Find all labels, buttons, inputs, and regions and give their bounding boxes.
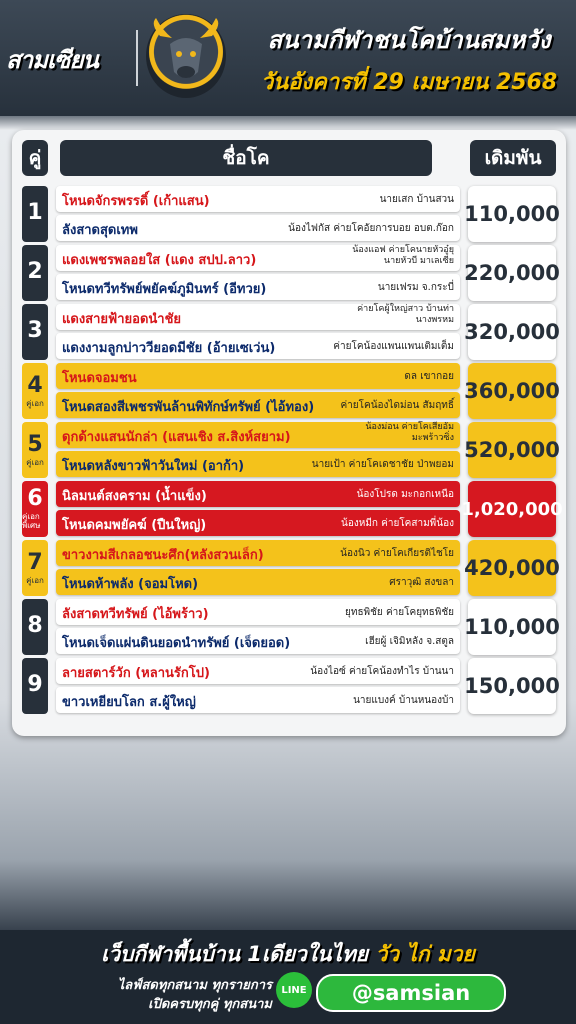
stake-amount: 110,000 (468, 186, 556, 242)
contestant-bottom (56, 569, 460, 595)
bull-name-blue: โหนดคมพยัคฆ์ (ปืนใหญ่) (62, 518, 207, 533)
event-date: วันอังคารที่ 29 เมษายน 2568 (260, 70, 558, 95)
bull-name-red: โหนดจอมชน (62, 371, 137, 386)
stake-amount: 220,000 (468, 245, 556, 301)
contestant-top (56, 540, 460, 566)
match-number (22, 540, 48, 596)
owner-red: น้องไอซ์ ค่ายโคน้องทำไร บ้านนา (310, 666, 454, 677)
match-number-value: 6 (27, 486, 43, 511)
owner-blue: ศราวุฒิ สงขลา (389, 577, 454, 588)
stake-amount: 1,020,000 (468, 481, 556, 537)
match-tier-label: คู่เอก พิเศษ (22, 512, 41, 530)
match-number-value: 9 (27, 672, 43, 697)
stake-amount: 360,000 (468, 363, 556, 419)
bull-name-red: นิลมนต์สงคราม (น้ำแข็ง) (62, 489, 207, 504)
contestants (56, 304, 460, 360)
owner-blue: นายแบงค์ บ้านหนองบ้า (353, 695, 454, 706)
contestants (56, 363, 460, 419)
stake-amount: 320,000 (468, 304, 556, 360)
match-tier-label: คู่เอก (26, 457, 44, 467)
match-number-value: 3 (27, 318, 43, 343)
match-number-value: 5 (27, 431, 43, 457)
match-tier-label: คู่เอก (26, 398, 44, 408)
owner-blue: น้องหมีก ค่ายโคสามพี่น้อง (341, 518, 454, 529)
owner-red: นายเสก บ้านสวน (379, 194, 454, 205)
owner-blue: ค่ายโคน้องแพนแพนเติมเต็ม (333, 341, 454, 352)
bull-name-blue: โหนดหลังขาวฟ้าวันใหม่ (อาก้า) (62, 459, 245, 474)
contestants (56, 540, 460, 596)
footer-subline-2: เปิดครบทุกคู่ ทุกสนาม (148, 997, 272, 1012)
contestant-top (56, 363, 460, 389)
bull-name-red: ขาวงามสีเกลอชนะศึก(หลังสวนเล็ก) (62, 548, 264, 563)
owner-red: ดล เขากอย (404, 371, 454, 382)
match-number (22, 422, 48, 478)
owner-red: น้องโปรด มะกอกเหนือ (356, 489, 454, 500)
column-header-pair: คู่ (22, 140, 48, 176)
match-number (22, 658, 48, 714)
owner-blue: ค่ายโคน้องไดม่อน สัมฤทธิ์ (340, 400, 454, 411)
contestant-top (56, 245, 460, 271)
page-title: สนามกีฬาชนโคบ้านสมหวัง (267, 26, 551, 54)
contestant-bottom (56, 628, 460, 654)
owner-blue: น้องไฟกัส ค่ายโคอัยการบอย อบต.ก๊อก (288, 223, 454, 234)
owner-red: น้องนิว ค่ายโคเกียรติไชโย (340, 548, 454, 559)
bull-name-red: แดงสายฟ้ายอดนำชัย (62, 312, 182, 327)
match-number (22, 363, 48, 419)
contestant-bottom (56, 451, 460, 477)
match-row (22, 658, 560, 714)
brand-divider (136, 30, 138, 86)
match-row (22, 186, 560, 242)
slogan-main: เว็บกีฬาพื้นบ้าน 1เดียวในไทย (101, 942, 369, 966)
owner-red: น้องแอฟ ค่ายโคนายหัวอู๋ยุ นายหัวบี มาเลเซีย (352, 245, 454, 266)
match-number-value: 8 (27, 613, 43, 638)
match-number (22, 304, 48, 360)
bull-name-blue: แดงงามลูกบ่าววียอดมีชัย (อ้ายเซเว่น) (62, 341, 276, 356)
contestants (56, 481, 460, 537)
match-row (22, 481, 563, 537)
contestant-bottom (56, 392, 460, 418)
bull-head-icon (146, 14, 226, 98)
contestants (56, 245, 460, 301)
brand-logo-text: สามเซียน (6, 46, 98, 74)
owner-blue: นายเฟรม จ.กระบี่ (377, 282, 454, 293)
slogan-tags: วัว ไก่ มวย (375, 942, 475, 966)
match-number-value: 7 (27, 549, 43, 575)
match-row (22, 540, 560, 596)
contestants (56, 599, 460, 655)
footer-subline-1: ไลฟ์สดทุกสนาม ทุกรายการ (117, 978, 272, 993)
bull-name-red: โหนดจักรพรรดิ์ (เก้าแสน) (62, 194, 210, 209)
match-number (22, 245, 48, 301)
owner-blue: นายเป้า ค่ายโคเดชาชัย ป่าพยอม (311, 459, 454, 470)
match-row (22, 304, 560, 360)
match-row (22, 422, 560, 478)
stake-amount: 110,000 (468, 599, 556, 655)
contestant-top (56, 658, 460, 684)
match-row (22, 599, 560, 655)
bull-name-red: แดงเพชรพลอยใส (แดง สปป.ลาว) (62, 253, 257, 268)
match-number-value: 2 (27, 259, 43, 284)
match-number-value: 1 (27, 200, 43, 225)
contestants (56, 422, 460, 478)
contestants (56, 658, 460, 714)
bull-name-blue: โหนดห้าพลัง (จอมโหด) (62, 577, 199, 592)
bull-name-red: ลังสาดทวีทรัพย์ (ไอ้พร้าว) (62, 607, 209, 622)
contestant-bottom (56, 274, 460, 300)
bull-name-blue: ขาวเหยียบโลก ส.ผู้ใหญ่ (62, 695, 196, 710)
contestant-top (56, 599, 460, 625)
contestant-bottom (56, 687, 460, 713)
owner-red: น้องม่อน ค่ายโคเสียอัม มะพร้าวซิ่ง (365, 422, 454, 443)
column-header-name: ชื่อโค (60, 140, 432, 176)
match-number (22, 481, 48, 537)
contestants (56, 186, 460, 242)
contestant-bottom (56, 215, 460, 241)
bull-name-blue: โหนดทวีทรัพย์พยัคฆ์ภูมินทร์ (อีทวย) (62, 282, 267, 297)
column-header-stake: เดิมพัน (470, 140, 556, 176)
owner-blue: เฮียผู้ เจิมิหลัง จ.สตูล (365, 636, 454, 647)
stake-amount: 520,000 (468, 422, 556, 478)
contestant-top (56, 304, 460, 330)
match-number-value: 4 (27, 372, 43, 398)
line-app-icon[interactable]: LINE (276, 972, 312, 1008)
bull-name-red: ดุกด้างแสนนักล่า (แสนเชิง ส.สิงห์สยาม) (62, 430, 291, 445)
contestant-top (56, 422, 460, 448)
match-number (22, 186, 48, 242)
match-number (22, 599, 48, 655)
contestant-top (56, 186, 460, 212)
owner-red: ค่ายโคผู้ใหญ่สาว บ้านท่านางพรหม (357, 304, 454, 325)
bull-name-red: ลายสตาร์วัก (หลานรักโป) (62, 666, 210, 681)
footer-slogan (0, 938, 576, 971)
line-handle-button[interactable]: @samsian (316, 974, 506, 1012)
contestant-top (56, 481, 460, 507)
match-row (22, 245, 560, 301)
owner-red: ยุทธพิชัย ค่ายโคยุทธพิชัย (345, 607, 454, 618)
match-tier-label: คู่เอก (26, 575, 44, 585)
contestant-bottom (56, 510, 460, 536)
contestant-bottom (56, 333, 460, 359)
bull-name-blue: โหนดเจ็ดแผ่นดินยอดนำทรัพย์ (เจ็ดยอด) (62, 636, 291, 651)
stake-amount: 420,000 (468, 540, 556, 596)
bull-name-blue: ลังสาดสุดเทพ (62, 223, 138, 238)
stake-amount: 150,000 (468, 658, 556, 714)
bull-name-blue: โหนดสองสีเพชรพันล้านพิทักษ์ทรัพย์ (ไอ้ทอง) (62, 400, 315, 415)
match-row (22, 363, 560, 419)
